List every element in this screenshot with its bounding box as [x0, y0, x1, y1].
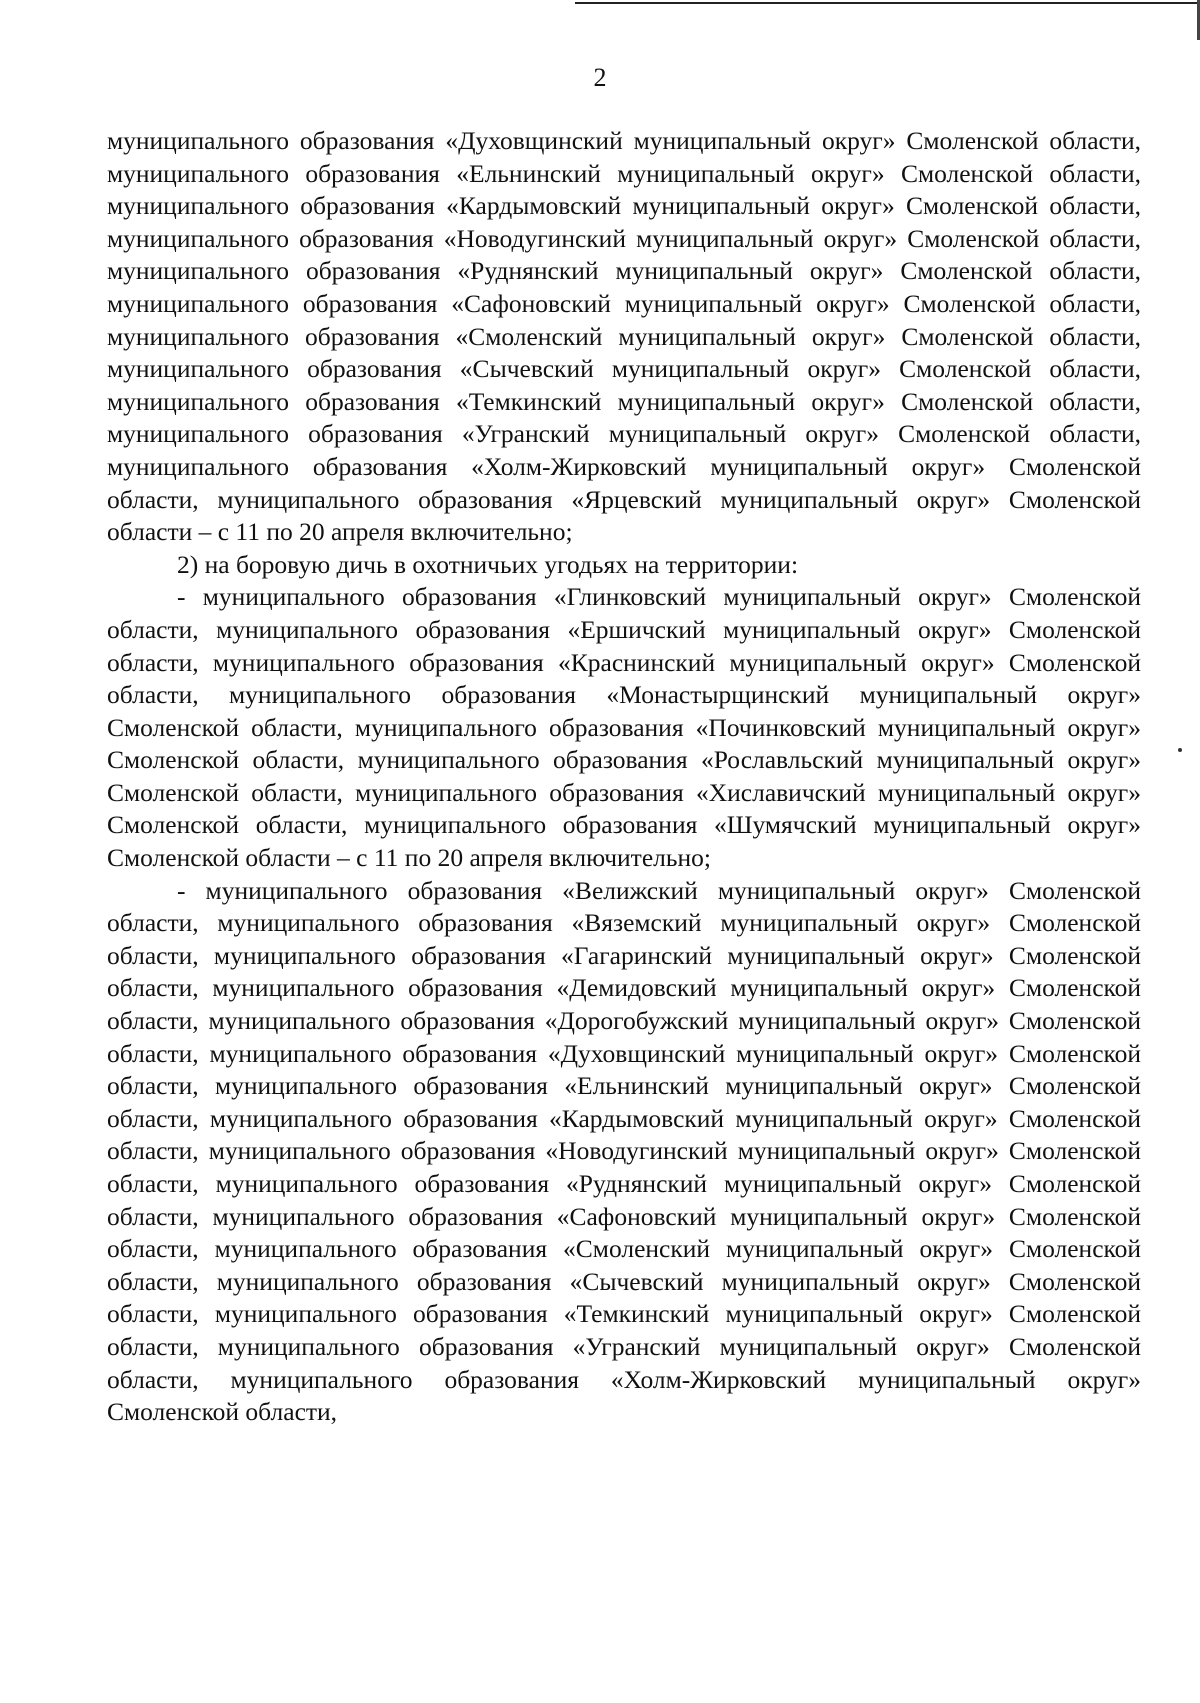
scan-edge-top-line [575, 2, 1200, 4]
scan-speck [1178, 748, 1182, 752]
paragraph-item-2: 2) на боровую дичь в охотничьих угодьях на территории: [177, 549, 799, 579]
page-number: 2 [593, 63, 607, 92]
document-body [107, 125, 1141, 1429]
paragraph-dash-list-1: - муниципального образования «Глинковский муниципальный округ» Смоленской области, муниципального образования «Ершичский муниципальный округ» Смоленской области, муниципального образования «Краснинский муниципальный округ» Смоленской области, муниципального образования «Монастырщинский муниципальный округ» Смоленской области, муниципального образования «Починковский муниципальный округ» Смоленской области, муниципального образования «Рославльский муниципальный округ» Смоленской области, муниципального образования «Хиславичский муниципальный округ» Смоленской области, муниципального образования «Шумячский муниципальный округ» Смоленской области – с 11 по 20 апреля включительно; [107, 582, 1141, 873]
paragraph-dash-list-2: - муниципального образования «Велижский муниципальный округ» Смоленской области, муниципального образования «Вяземский муниципальный округ» Смоленской области, муниципального образования «Гагаринский муниципальный округ» Смоленской области, муниципального образования «Демидовский муниципальный округ» Смоленской области, муниципального образования «Дорогобужский муниципальный округ» Смоленской области, муниципального образования «Духовщинский муниципальный округ» Смоленской области, муниципального образования «Ельнинский муниципальный округ» Смоленской области, муниципального образования «Кардымовский муниципальный округ» Смоленской области, муниципального образования «Новодугинский муниципальный округ» Смоленской области, муниципального образования «Руднянский муниципальный округ» Смоленской области, муниципального образования «Сафоновский муниципальный округ» Смоленской области, муниципального образования «Смоленский муниципальный округ» Смоленской области, муниципального образования «Сычевский муниципальный округ» Смоленской области, муниципального образования «Темкинский муниципальный округ» Смоленской области, муниципального образования «Угранский муниципальный округ» Смоленской области, муниципального образования «Холм-Жирковский муниципальный округ» Смоленской области, [107, 875, 1141, 1427]
paragraph-continuation: муниципального образования «Духовщинский муниципальный округ» Смоленской области, муниципального образования «Ельнинский муниципальный округ» Смоленской области, муниципального образования «Кардымовский муниципальный округ» Смоленской области, муниципального образования «Новодугинский муниципальный округ» Смоленской области, муниципального образования «Руднянский муниципальный округ» Смоленской области, муниципального образования «Сафоновский муниципальный округ» Смоленской области, муниципального образования «Смоленский муниципальный округ» Смоленской области, муниципального образования «Сычевский муниципальный округ» Смоленской области, муниципального образования «Темкинский муниципальный округ» Смоленской области, муниципального образования «Угранский муниципальный округ» Смоленской области, муниципального образования «Холм-Жирковский муниципальный округ» Смоленской области, муниципального образования «Ярцевский муниципальный округ» Смоленской области – с 11 по 20 апреля включительно; [107, 126, 1141, 547]
